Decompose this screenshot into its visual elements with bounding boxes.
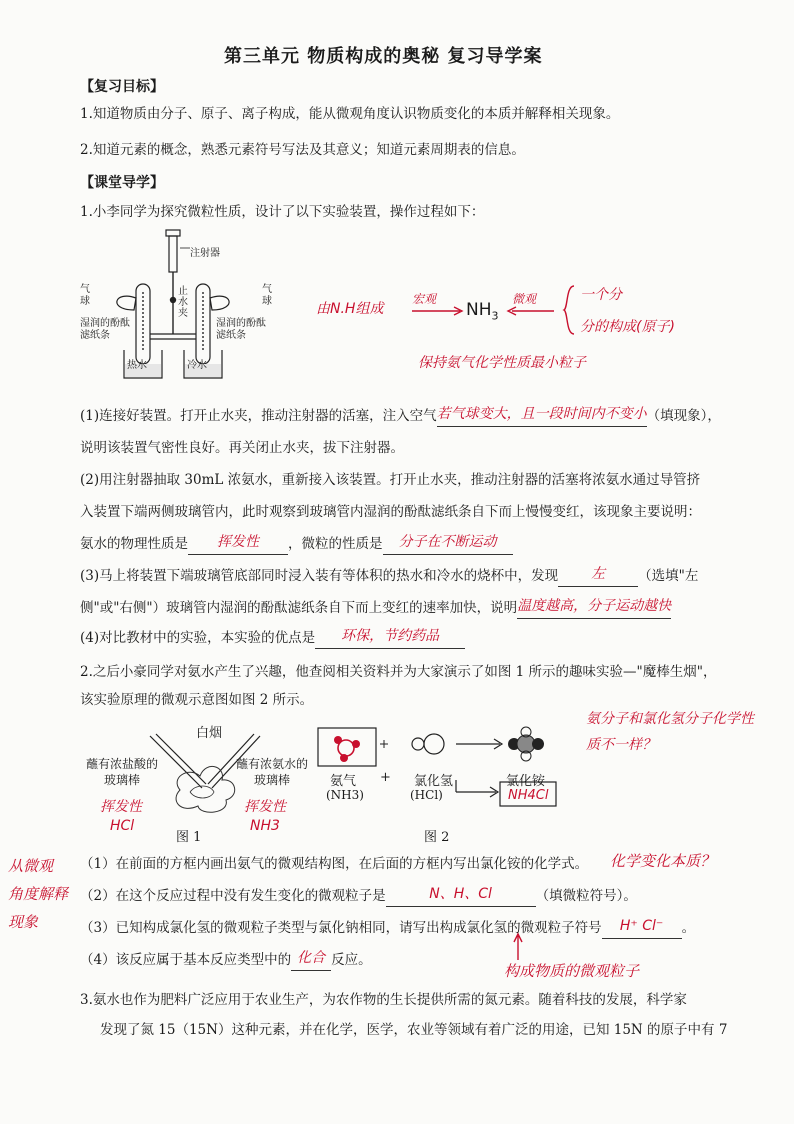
note-molecule-composition: 分的构成(原子) <box>580 319 675 335</box>
label-syringe: 注射器 <box>190 248 220 259</box>
label-clamp: 止水夹 <box>178 286 188 319</box>
q1-2-line1: (2)用注射器抽取 30mL 浓氨水，重新接入该装置。打开止水夹，推动注射器的活塞将浓氨水通过导管挤 <box>80 472 701 488</box>
label-ammonia: 氨气 <box>330 774 357 789</box>
q2-1: （1）在前面的方框内画出氨气的微观结构图，在后面的方框内写出氯化铵的化学式。 <box>80 856 589 872</box>
note-composition: 由N.H组成 <box>316 301 384 317</box>
arrow-micro <box>506 306 556 316</box>
answer-q1-2b: 分子在不断运动 <box>398 534 497 550</box>
q1-2-line2: 入装置下端两侧玻璃管内，此时观察到玻璃管内湿润的酚酞滤纸条自下而上慢慢变红，该现象主要说明： <box>80 504 701 520</box>
label-smoke: 白烟 <box>196 726 223 741</box>
goal-2: 2.知道元素的概念，熟悉元素符号写法及其意义；知道元素周期表的信息。 <box>80 142 525 158</box>
label-paper-left: 湿润的酚酞滤纸条 <box>80 318 130 341</box>
note-volatile-l: 挥发性 <box>100 799 142 815</box>
answer-q1-3a: 左 <box>591 566 606 582</box>
label-cold-water: 冷水 <box>187 360 207 371</box>
note-nh3: NH3 <box>250 818 280 834</box>
label-balloon-left: 气球 <box>80 284 90 307</box>
label-rod-nh3: 蘸有浓氨水的玻璃棒 <box>236 757 309 787</box>
q2-intro-2: 该实验原理的微观示意图如图 2 所示。 <box>80 692 314 708</box>
note-hcl: HCl <box>110 818 135 834</box>
label-paper-right: 湿润的酚酞滤纸条 <box>216 318 266 341</box>
arrow-macro <box>410 306 466 316</box>
label-nh4cl: 氯化铵 <box>506 774 546 789</box>
brace <box>562 284 576 336</box>
note-left-margin: 从微观 角度解释 现象 <box>8 857 69 931</box>
q1-3-line1: (3)马上将装置下端玻璃管底部同时浸入装有等体积的热水和冷水的烧杯中，发现 左 （选填"左 <box>80 566 698 587</box>
q1-intro: 1.小李同学为探究微粒性质，设计了以下实验装置，操作过程如下： <box>80 204 485 220</box>
q1-1-line2: 说明该装置气密性良好。再关闭止水夹，拔下注射器。 <box>80 440 404 456</box>
q2-2: （2）在这个反应过程中没有发生变化的微观粒子是 N、H、Cl （填微粒符号）。 <box>80 886 637 907</box>
q2-3: （3）已知构成氯化氢的微观粒子类型与氯化钠相同，请写出构成氯化氢的微观粒子符号 H⁺ Cl⁻ 。 <box>80 918 695 939</box>
answer-q1-4: 环保，节约药品 <box>341 628 440 644</box>
q3-line2: 发现了氮 15（15N）这种元素，并在化学，医学，农业等领域有着广泛的用途，已知 15N 的原子中有 7 <box>100 1022 728 1038</box>
q3-line1: 3.氨水也作为肥料广泛应用于农业生产，为农作物的生长提供所需的氮元素。随着科技的发展，科学家 <box>80 992 687 1008</box>
label-hcl: 氯化氢 <box>414 774 454 789</box>
goal-1: 1.知道物质由分子、原子、离子构成，能从微观角度认识物质变化的本质并解释相关现象。 <box>80 106 620 122</box>
label-ammonia-formula: (NH3) <box>326 788 364 802</box>
label-rod-hcl: 蘸有浓盐酸的玻璃棒 <box>86 757 159 787</box>
answer-q1-2a: 挥发性 <box>217 534 259 550</box>
q1-3-line2: 侧"或"右侧"）玻璃管内湿润的酚酞滤纸条自下而上变红的速率加快，说明温度越高，分子运动越快 <box>80 598 671 619</box>
section-guide: 【课堂导学】 <box>80 175 164 191</box>
note-smallest-particle: 保持氨气化学性质最小粒子 <box>418 355 586 371</box>
answer-q1-1: 若气球变大，且一段时间内不变小 <box>436 406 647 422</box>
answer-q2-4: 化合 <box>297 950 326 966</box>
answer-q2-3: H⁺ Cl⁻ <box>619 918 664 934</box>
note-reaction-essence: 化学变化本质？ <box>610 852 716 870</box>
note-volatile-r: 挥发性 <box>244 799 286 815</box>
note-micro: 微观 <box>512 292 537 306</box>
answer-q2-2: N、H、Cl <box>429 886 492 902</box>
formula-nh3: $NH_3$ <box>466 300 499 323</box>
q1-2-line3: 氨水的物理性质是 挥发性 ，微粒的性质是 分子在不断运动 <box>80 534 513 555</box>
q1-1-line1: (1)连接好装置。打开止水夹，推动注射器的活塞，注入空气若气球变大，且一段时间内不变小（填现象）， <box>80 406 721 427</box>
note-one-molecule: 一个分 <box>580 287 622 303</box>
note-macro: 宏观 <box>412 292 437 306</box>
caption-fig1: 图 1 <box>176 830 202 845</box>
answer-nh4cl: NH4Cl <box>508 788 549 803</box>
label-plus: + <box>380 770 391 785</box>
q2-intro-1: 2.之后小豪同学对氨水产生了兴趣，他查阅相关资料并为大家演示了如图 1 所示的趣味实验—"魔棒生烟"， <box>80 664 717 680</box>
label-balloon-right: 气球 <box>262 284 272 307</box>
answer-q1-3b: 温度越高，分子运动越快 <box>517 598 672 614</box>
q2-4: （4）该反应属于基本反应类型中的 化合 反应。 <box>80 950 372 971</box>
label-hot-water: 热水 <box>127 360 147 371</box>
arrow-note-particle <box>512 932 524 962</box>
q1-4: (4)对比教材中的实验，本实验的优点是 环保，节约药品 <box>80 628 465 649</box>
note-particles: 构成物质的微观粒子 <box>504 962 640 980</box>
caption-fig2: 图 2 <box>424 830 450 845</box>
page-title: 第三单元 物质构成的奥秘 复习导学案 <box>224 46 543 67</box>
label-hcl-formula: (HCl) <box>410 788 443 802</box>
note-chemical-property: 氨分子和氯化氢分子化学性质不一样？ <box>586 711 754 753</box>
section-goals: 【复习目标】 <box>80 79 164 95</box>
